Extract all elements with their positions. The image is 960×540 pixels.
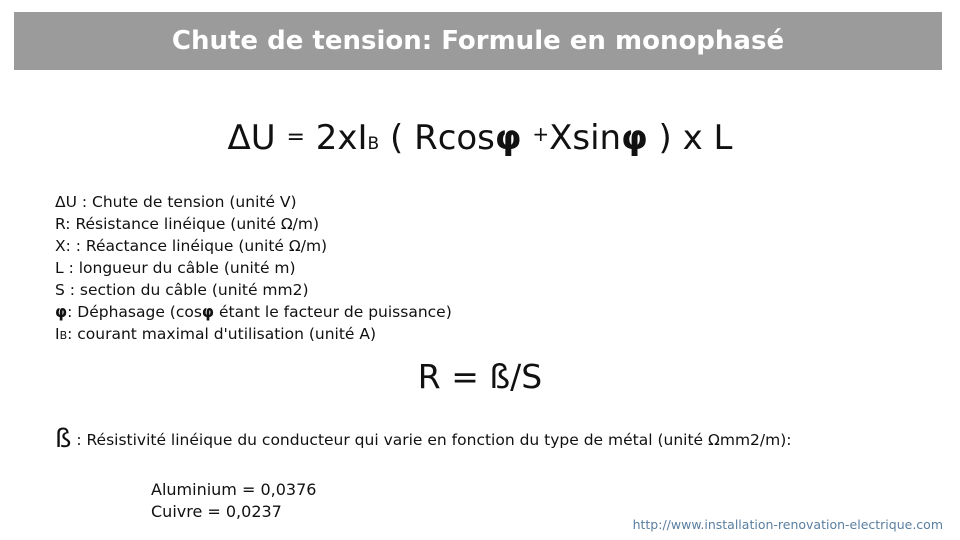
def-delta-u: ΔU : Chute de tension (unité V) [55,193,297,211]
formula-xsin: Xsin [549,118,622,158]
metal-values [151,479,316,523]
def-r: R: Résistance linéique (unité Ω/m) [55,215,320,233]
def-s: S : section du câble (unité mm2) [55,281,309,299]
definitions-list [55,191,452,347]
resistance-formula: R = ß/S [417,357,543,396]
formula-phi-1: φ [494,118,522,158]
formula-close: ) x L [647,118,733,158]
def-ib [55,323,452,347]
def-ib-sub: B [59,329,68,342]
voltage-drop-formula [0,118,960,158]
def-phi [55,301,452,323]
slide-title: Chute de tension: Formule en monophasé [171,26,785,56]
formula-phi-2: φ [621,118,648,158]
def-phi-text-1: : Déphasage (cos [67,303,202,321]
metal-cuivre: Cuivre = 0,0237 [151,502,282,521]
def-ib-text: : courant maximal d'utilisation (unité A) [67,325,377,343]
title-bar [14,12,942,70]
metal-aluminium: Aluminium = 0,0376 [151,480,317,499]
def-phi-symbol: φ [55,303,68,321]
beta-text: : Résistivité linéique du conducteur qui varie en fonction du type de métal (unité Ωmm2/m): [71,431,792,449]
formula-plus: + [532,122,550,146]
resistivity-description [55,424,792,454]
formula-factor: 2xI [315,118,368,158]
def-x: X: : Réactance linéique (unité Ω/m) [55,237,328,255]
formula-sub-b: B [367,134,380,154]
formula-open: ( Rcos [379,118,495,158]
beta-symbol: ß [55,424,72,454]
formula-equals: = [286,125,305,150]
def-l: L : longueur du câble (unité m) [55,259,296,277]
formula-lhs: ΔU [227,118,276,158]
def-phi-text-2: étant le facteur de puissance) [214,303,452,321]
footer-url: http://www.installation-renovation-electrique.com [632,517,943,532]
def-ib-letter: I [55,325,60,343]
def-phi-symbol-2: φ [201,303,215,321]
